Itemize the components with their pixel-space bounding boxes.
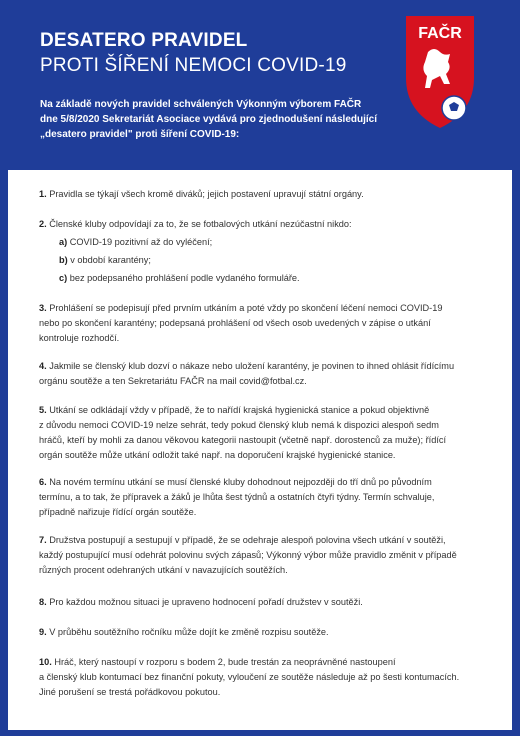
title-line-2: PROTI ŠÍŘENÍ NEMOCI COVID-19 xyxy=(40,55,347,76)
subitem-letter: a) xyxy=(59,237,68,247)
subitem-letter: b) xyxy=(59,255,68,265)
rule-text: každý postupující musí odehrát polovinu svých zápasů; Výkonný výbor může pravidlo změnit v případě xyxy=(39,550,457,560)
rule-2-subitem-a xyxy=(59,235,212,250)
rule-number: 6. xyxy=(39,477,47,487)
rule-text: Prohlášení se podepisují před prvním utkáním a poté vždy po skončení léčení nemoci COVID-19 xyxy=(49,303,443,313)
rule-3 xyxy=(39,301,479,346)
logo-text: FAČR xyxy=(418,25,462,42)
rule-text: různých procent odehraných utkání v navazujících soutěžích. xyxy=(39,565,288,575)
intro-line: dne 5/8/2020 Sekretariát Asociace vydává pro zjednodušení následující xyxy=(40,114,377,125)
title-line-1: DESATERO PRAVIDEL xyxy=(40,30,248,51)
rule-text: Utkání se odkládají vždy v případě, že to nařídí krajská hygienická stanice a pokud objektivně xyxy=(49,405,430,415)
rule-text: Jakmile se členský klub dozví o nákaze nebo uložení karantény, je povinen to ihned ohlásit řídícímu xyxy=(49,361,455,371)
rule-text: a členský klub kontumací bez finanční pokuty, vyloučení ze soutěže následuje až po šesti kontumacích. xyxy=(39,672,460,682)
rule-text: Členské kluby odpovídají za to, že se fotbalových utkání nezúčastní nikdo: xyxy=(49,219,352,229)
rule-text: V průběhu soutěžního ročníku může dojít ke změně rozpisu soutěže. xyxy=(49,627,329,637)
rule-number: 5. xyxy=(39,405,47,415)
subitem-text: COVID-19 pozitivní až do vyléčení; xyxy=(69,237,213,247)
rule-text: orgánu soutěže a ten Sekretariátu FAČR na mail covid@fotbal.cz. xyxy=(39,376,307,386)
rule-text: Jiné porušení se trestá pořádkovou pokutou. xyxy=(39,687,221,697)
rule-7 xyxy=(39,533,479,578)
intro-text xyxy=(40,97,400,142)
rule-text: kontroluje rozhodčí. xyxy=(39,333,120,343)
rule-text: Pravidla se týkají všech kromě diváků; jejich postavení upravují státní orgány. xyxy=(49,189,364,199)
subitem-letter: c) xyxy=(59,273,68,283)
rule-2-subitem-b xyxy=(59,253,151,268)
rule-text: hráčů, kteří by mohli za danou věkovou kategorii nastoupit (včetně např. dorostenců za muže); řídící xyxy=(39,435,447,445)
rule-text: Družstva postupují a sestupují v případě, že se odehraje alespoň polovina všech utkání v soutěži, xyxy=(49,535,446,545)
rule-number: 7. xyxy=(39,535,47,545)
rule-8 xyxy=(39,595,479,610)
rule-text: termínu, a to tak, že přípravek a žáků je lhůta šest týdnů a ostatních čtyři týdny. Termín schvaluje, xyxy=(39,492,435,502)
rule-text: Pro každou možnou situaci je upraveno hodnocení pořadí družstev v soutěži. xyxy=(49,597,363,607)
rule-10 xyxy=(39,655,479,700)
rule-text: z důvodu nemoci COVID-19 nelze sehrát, tedy pokud členský klub nemá k dispozici alespoň sedm xyxy=(39,420,439,430)
rules-card xyxy=(8,170,512,730)
rule-text: případně nařizuje řídící orgán soutěže. xyxy=(39,507,197,517)
subitem-text: v období karantény; xyxy=(70,255,151,265)
rule-9 xyxy=(39,625,479,640)
rule-text: nebo po skončení karantény; podepsaná prohlášení od všech osob uvedených v zápise o utkání xyxy=(39,318,431,328)
rule-text: Na novém termínu utkání se musí členské kluby dohodnout nejpozději do tří dnů po původním xyxy=(49,477,432,487)
rule-number: 3. xyxy=(39,303,47,313)
intro-line: „desatero pravidel" proti šíření COVID-19: xyxy=(40,129,240,140)
rule-5 xyxy=(39,403,479,463)
rule-text: Hráč, který nastoupí v rozporu s bodem 2, bude trestán za neoprávněné nastoupení xyxy=(54,657,396,667)
rule-number: 1. xyxy=(39,189,47,199)
rule-number: 8. xyxy=(39,597,47,607)
subitem-text: bez podepsaného prohlášení podle vydaného formuláře. xyxy=(69,273,300,283)
rule-1 xyxy=(39,187,479,202)
rule-2 xyxy=(39,217,479,232)
rule-number: 2. xyxy=(39,219,47,229)
rule-4 xyxy=(39,359,479,389)
rule-number: 10. xyxy=(39,657,52,667)
facr-logo xyxy=(402,12,478,132)
rule-2-subitem-c xyxy=(59,271,300,286)
rule-number: 4. xyxy=(39,361,47,371)
intro-line: Na základě nových pravidel schválených Výkonným výborem FAČR xyxy=(40,99,362,110)
header xyxy=(0,0,520,170)
rule-text: orgán soutěže může utkání odložit také např. na doporučení krajské hygienické stanice. xyxy=(39,450,396,460)
rule-number: 9. xyxy=(39,627,47,637)
rule-6 xyxy=(39,475,479,520)
